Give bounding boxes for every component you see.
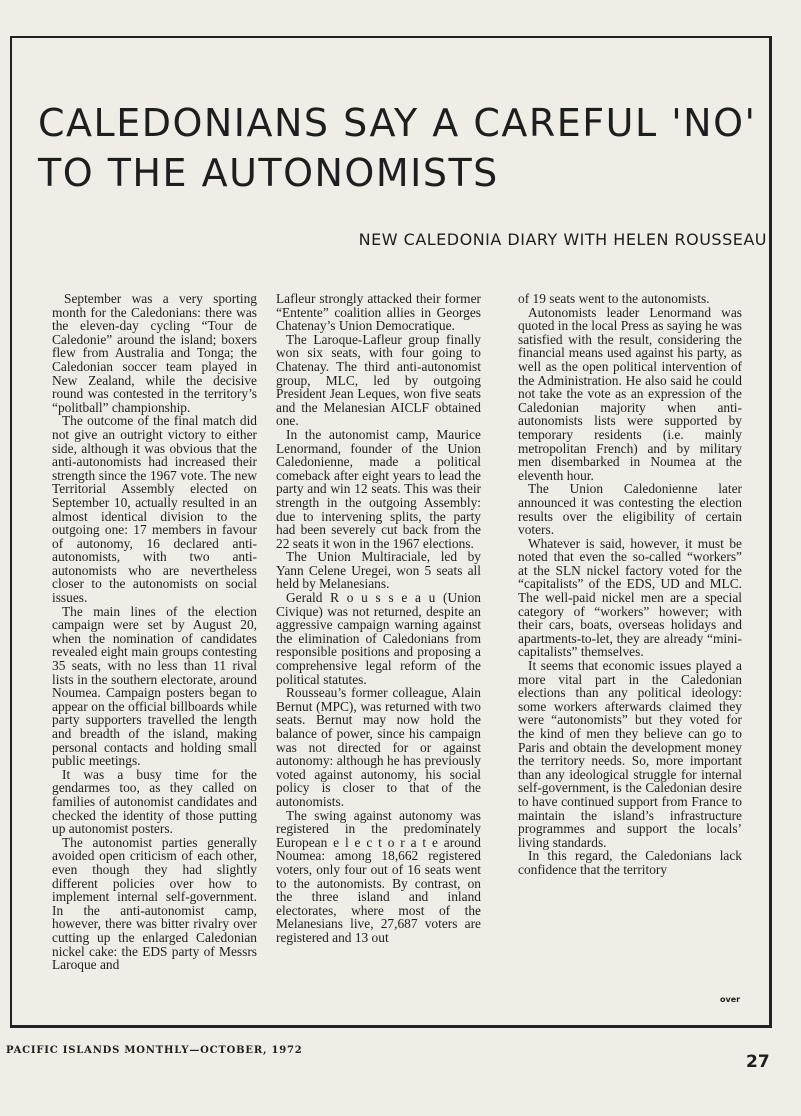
headline-line-2: TO THE AUTONOMISTS [38, 151, 499, 195]
publication-footer: PACIFIC ISLANDS MONTHLY—OCTOBER, 1972 [6, 1045, 303, 1056]
paragraph: September was a very sporting month for the Caledonians: there was the eleven-day cycling “Tour de Caledonie” around the island; boxers flew from Australia and Tonga; the Caledonian soccer team played in New Zealand, while the decisive round was contested in the territory’s “politball” championship. [52, 291, 257, 415]
paragraph: Whatever is said, however, it must be noted that even the so-called “workers” at the SLN nickel factory voted for the “capitalists” of the EDS, UD and MLC. The well-paid nickel men are a special category of “workers” however; with their cars, boats, overseas holidays and apartments-to-let, they are already “mini-capitalists” themselves. [518, 535, 742, 660]
paragraph: Autonomists leader Lenormand was quoted in the local Press as saying he was satisfied with the result, considering the financial means used against his party, as well as the open political intervention of the Administration. He also said he could not take the vote as an expression of the Caledonian majority when anti-autonomists lists were supported by temporary residents (i.e. mainly metropolitan French) and by military men disembarked in Noumea at the eleventh hour. [518, 304, 742, 483]
paragraph: Gerald R o u s s e a u (Union Civique) was not returned, despite an aggressive campaign warning against the elimination of Caledonians from responsible positions and proposing a comprehensive legal reform of the political statutes. [276, 590, 481, 687]
paragraph: The Laroque-Lafleur group finally won six seats, with four going to Chatenay. The third anti-autonomist group, MLC, led by outgoing President Jean Leques, won five seats and the Melanesian AICLF obtained one. [276, 331, 481, 429]
paragraph: of 19 seats went to the autonomists. [518, 291, 710, 306]
headline-line-1: CALEDONIANS SAY A CAREFUL 'NO' [38, 101, 757, 145]
paragraph: The Union Multiraciale, led by Yann Celene Uregei, won 5 seats all held by Melanesians. [276, 549, 481, 592]
continuation-note: over [720, 995, 741, 1004]
paragraph: Lafleur strongly attacked their former “Entente” coalition allies in Georges Chatenay’s Union Democratique. [276, 291, 481, 334]
paragraph: The main lines of the election campaign were set by August 20, when the nomination of candidates revealed eight main groups contesting 35 seats, with no less than 11 rival lists in the southern electorate, around Noumea. Campaign posters began to appear on the official billboards while party supporters travelled the length and breadth of the island, making personal contacts and holding small public meetings. [52, 603, 257, 769]
paragraph: The swing against autonomy was registered in the predominately European e l e c t o r a t e around Noumea: among 18,662 registered voters, only four out of 16 seats went to the autonomists. By contrast, on the three island and inland electorates, where most of the Melanesians live, 27,687 voters are registered and 13 out [276, 807, 481, 945]
paragraph: The outcome of the final match did not give an outright victory to either side, although it was obvious that the anti-autonomists had increased their strength since the 1967 vote. The new Territorial Assembly elected on September 10, actually resulted in an almost identical division to the outgoing one: 17 members in favour of autonomy, 16 declared anti-autonomists, with two anti-autonomists who are nevertheless closer to the autonomists on social issues. [52, 413, 257, 606]
article-column-1 [52, 292, 257, 972]
paragraph: In the autonomist camp, Maurice Lenormand, founder of the Union Caledonienne, made a political comeback after eight years to lead the party and win 12 seats. This was their strength in the outgoing Assembly: due to intervening splits, the party had been severely cut back from the 22 seats it won in the 1967 elections. [276, 426, 481, 551]
paragraph: In this regard, the Caledonians lack confidence that the territory [518, 848, 742, 877]
byline: NEW CALEDONIA DIARY WITH HELEN ROUSSEAU [358, 230, 767, 249]
paragraph: The autonomist parties generally avoided open criticism of each other, even though they had slightly different policies over how to implement internal self-government. In the anti-autonomist camp, however, there was bitter rivalry over cutting up the enlarged Caledonian nickel cake: the EDS party of Messrs Laroque and [52, 834, 257, 973]
paragraph: It seems that economic issues played a more vital part in the Caledonian elections than any political ideology: some workers afterwards claimed they were “autonomists” but they voted for the kind of men they believe can go to Paris and obtain the development money the territory needs. So, more important than any ideological struggle for internal self-government, is the Caledonian desire to have continued support from France to maintain the island’s infrastructure programmes and support the locals’ living standards. [518, 658, 742, 850]
paragraph: The Union Caledonienne later announced it was contesting the election results over the eligibility of certain voters. [518, 481, 742, 538]
paragraph: Rousseau’s former colleague, Alain Bernut (MPC), was returned with two seats. Bernut may now hold the balance of power, since his campaign was not directed for or against autonomy: although he has previously voted against autonomy, his social policy is closer to that of the autonomists. [276, 685, 481, 809]
page-number: 27 [746, 1052, 770, 1072]
headline [38, 98, 768, 198]
paragraph: It was a busy time for the gendarmes too, as they called on families of autonomist candidates and checked the identity of those putting up autonomist posters. [52, 766, 257, 837]
article-column-2 [276, 292, 481, 945]
article-column-3 [518, 292, 742, 877]
